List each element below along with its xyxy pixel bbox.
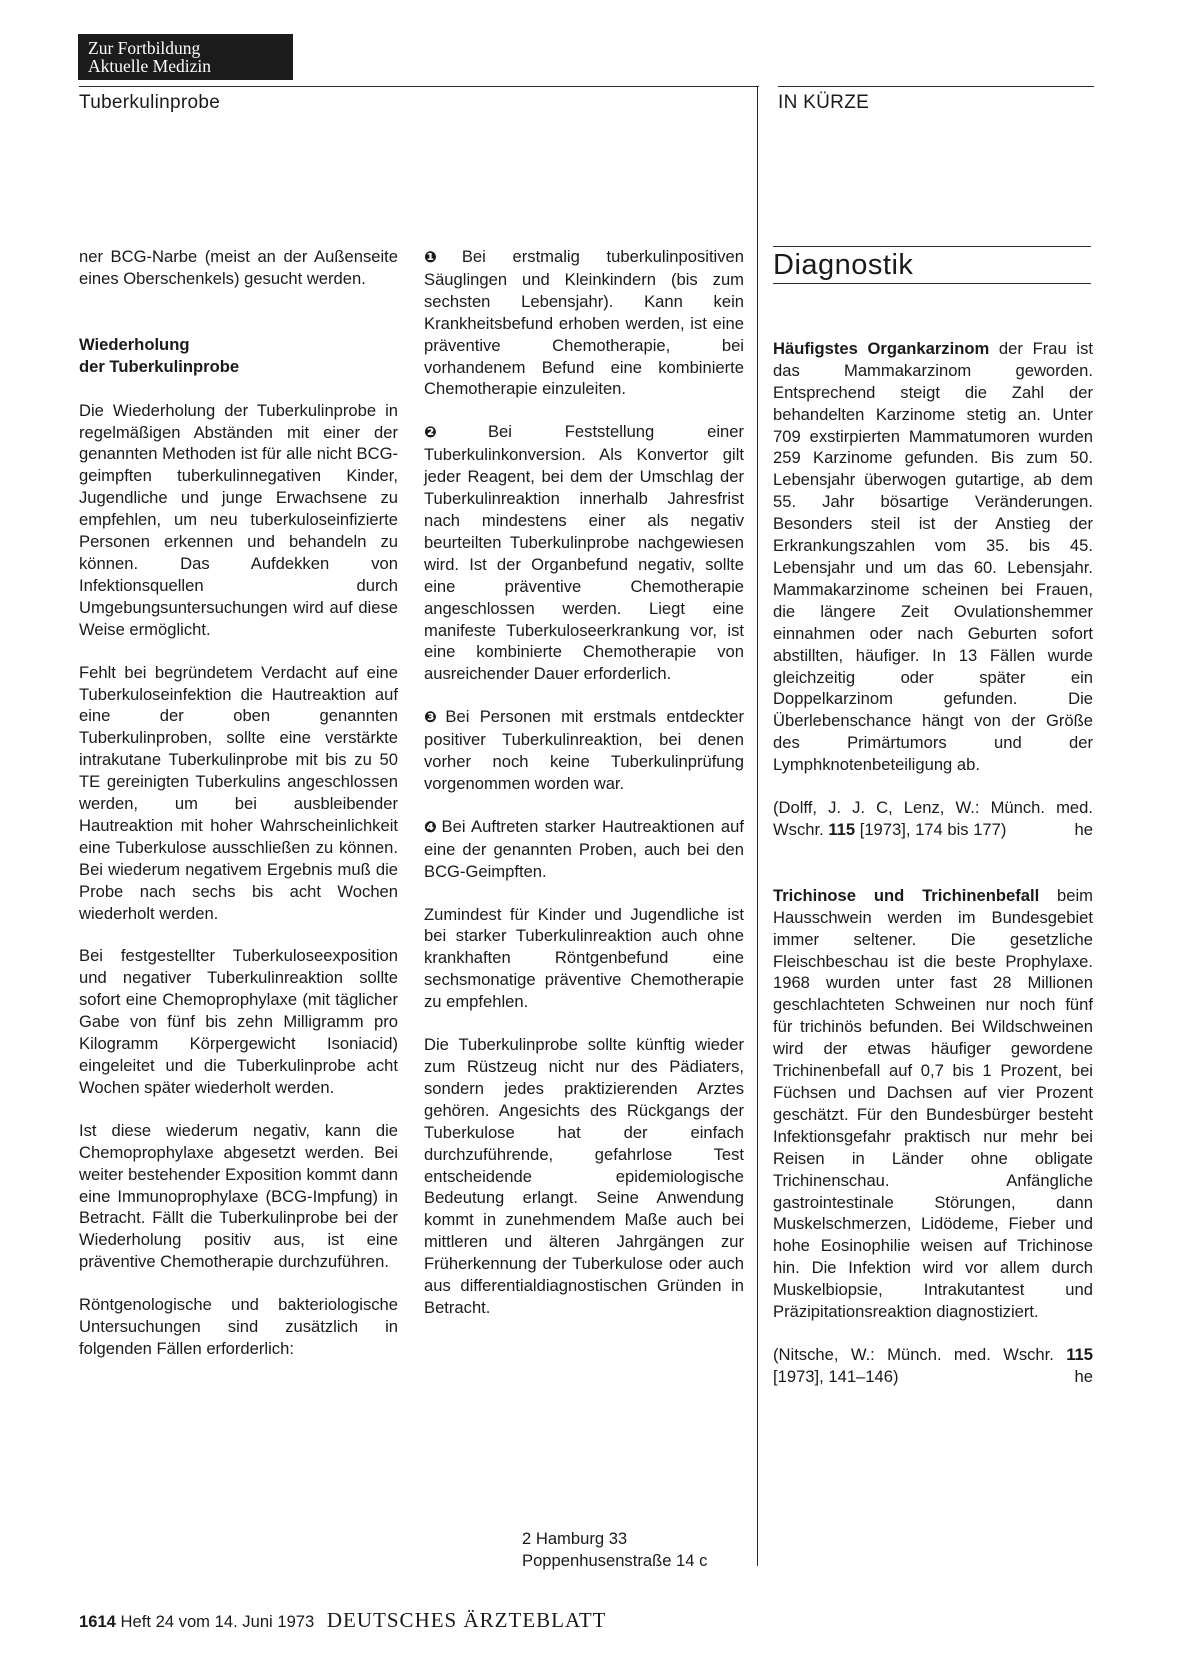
list-item (424, 706, 744, 795)
address-line-2: Poppenhusenstraße 14 c (522, 1551, 708, 1570)
reference-text: [1973], 174 bis 177) (855, 819, 1007, 839)
section-label-left: Tuberkulinprobe (79, 92, 221, 113)
article-reference (773, 797, 1093, 841)
masthead (78, 34, 293, 80)
masthead-line-2: Aktuelle Medizin (88, 56, 211, 76)
subheading (79, 334, 398, 378)
issue-info: Heft 24 vom 14. Juni 1973 (120, 1612, 315, 1631)
item-text: Bei erstmalig tuberkulinpositiven Säuglingen und Kleinkindern (bis zum sechsten Lebensjahr). Kann kein Krankheitsbefund erhoben werden, ist eine präventive Chemotherapie, bei vorhandenem Befund eine kombinierte Chemotherapie einzuleiten. (424, 247, 744, 399)
column-2 (424, 246, 744, 1340)
paragraph: Bei festgestellter Tuberkuloseexposition und negativer Tuberkulinreaktion sollte sofort eine Chemoprophylaxe (mit täglicher Gabe von fünf bis zehn Milligramm pro Kilogramm Körpergewicht Isoniacid) eingeleitet und die Tuberkulinprobe acht Wochen später wiederholt werden. (79, 946, 398, 1097)
masthead-line-1: Zur Fortbildung (88, 38, 201, 58)
author-address (522, 1528, 707, 1572)
item-number: ❹ (424, 818, 439, 836)
item-number: ❶ (424, 249, 459, 266)
paragraph: ner BCG-Narbe (meist an der Außenseite eines Oberschenkels) gesucht werden. (79, 247, 398, 288)
section-title: Diagnostik (773, 249, 914, 281)
item-number: ❸ (424, 709, 443, 727)
column-3 (773, 246, 1093, 1409)
item-number: ❷ (424, 424, 485, 442)
item-text: Bei Personen mit erstmals entdeckter positiver Tuberkulinreaktion, bei denen vorher noch keine Tuberkulinprüfung vorgenommen worden war. (424, 707, 745, 793)
paragraph: Fehlt bei begründetem Verdacht auf eine Tuberkuloseinfektion die Hautreaktion auf eine der oben genannten Tuberkulinproben, sollte eine verstärkte intrakutane Tuberkulinprobe mit bis zu 50 TE gereinigten Tuberkulins angeschlossen werden, um bei ausbleibender Hautreaktion mit hoher Wahrscheinlichkeit eine Tuberkulose ausschließen zu können. Bei wiederum negativem Ergebnis muß die Probe nach sechs bis acht Wochen wiederholt werden. (79, 662, 398, 923)
subheading-line-1: Wiederholung (79, 334, 190, 354)
paragraph: Zumindest für Kinder und Jugendliche ist bei starker Tuberkulinreaktion auch ohne krankhaften Röntgenbefund eine sechsmonatige präventive Chemotherapie zu empfehlen. (424, 904, 744, 1012)
reference-volume: 115 (828, 819, 856, 839)
subheading-line-2: der Tuberkulinprobe (79, 356, 240, 376)
list-item (424, 816, 744, 883)
item-text: Bei Feststellung einer Tuberkulinkonversion. Als Konvertor gilt jeder Reagent, bei dem der Umschlag der Tuberkulinreaktion innerhalb Jahresfrist nach mindestens einer als negativ beurteilten Tuberkulinprobe nachgewiesen wird. Ist der Organbefund negativ, sollte eine präventive Chemotherapie angeschlossen werden. Liegt eine manifeste Tuberkuloseerkrankung vor, ist eine kombinierte Chemotherapie von ausreichender Dauer erforderlich. (424, 422, 745, 684)
article-paragraph (773, 885, 1093, 1323)
list-item (424, 421, 744, 685)
page-footer (79, 1608, 606, 1633)
reference-volume: 115 (1066, 1344, 1093, 1364)
article-reference (773, 1344, 1093, 1388)
paragraph: Die Tuberkulinprobe sollte künftig wieder zum Rüstzeug nicht nur des Pädiaters, sondern jedes praktizierenden Arztes gehören. Angesichts des Rückgangs der Tuberkulose hat der einfach durchzuführende, gefahrlose Test entscheidende epidemiologische Bedeutung erlangt. Seine Anwendung kommt in zunehmendem Maße auch bei mittleren und älteren Jahrgängen zur Früherkennung der Tuberkulose oder auch aus differentialdiagnostischen Gründen in Betracht. (424, 1035, 744, 1317)
reference-text: (Dolff, J. J. C, Lenz, W.: Münch. med. Wschr. (773, 798, 1093, 839)
page-number: 1614 (79, 1612, 116, 1631)
header-rule-right (778, 86, 1094, 87)
column-1 (79, 246, 398, 1381)
author-initials: he (1074, 1366, 1093, 1386)
paragraph: Röntgenologische und bakteriologische Untersuchungen sind zusätzlich in folgenden Fällen erforderlich: (79, 1295, 398, 1358)
article-paragraph (773, 338, 1093, 776)
paragraph: Ist diese wiederum negativ, kann die Chemoprophylaxe abgesetzt werden. Bei weiter bestehender Exposition kommt dann eine Immunoprophylaxe (BCG-Impfung) in Betracht. Fällt die Tuberkulinprobe bei der Wiederholung positiv aus, ist eine präventive Chemotherapie durchzuführen. (79, 1120, 398, 1272)
journal-name: DEUTSCHES ÄRZTEBLATT (326, 1608, 607, 1632)
list-item (424, 246, 744, 400)
section-title-rule-top (773, 246, 1091, 247)
reference-text: [1973], 141–146) (773, 1366, 899, 1386)
reference-text: (Nitsche, W.: Münch. med. Wschr. (773, 1344, 1067, 1364)
article-lead: Trichinose und Trichinenbefall (773, 885, 1040, 905)
address-line-1: 2 Hamburg 33 (522, 1529, 628, 1548)
section-label-right: IN KÜRZE (778, 92, 870, 113)
item-text: Bei Auftreten starker Hautreaktionen auf eine der genannten Proben, auch bei den BCG-Geimpften. (424, 816, 745, 881)
author-initials: he (1074, 819, 1093, 839)
section-title-rule-bottom (773, 283, 1091, 284)
column-divider (757, 86, 758, 1566)
article-text: beim Hausschwein werden im Bundesgebiet immer seltener. Die gesetzliche Fleischbeschau ist die beste Prophylaxe. 1968 wurden unter fast 28 Millionen geschlachteten Schweinen nur noch fünf für trichinös befunden. Bei Wildschweinen wird der etwas häufiger gewordene Trichinenbefall auf 0,7 bis 1 Prozent, bei Füchsen und Dachsen auf vier Prozent geschätzt. Für den Bundesbürger besteht Infektionsgefahr praktisch nur mehr bei Reisen in Länder ohne obligate Trichinenschau. Anfängliche gastrointestinale Störungen, dann Muskelschmerzen, Lidödeme, Fieber und hohe Eosinophilie weisen auf Trichinose hin. Die Infektion wird vor allem durch Muskelbiopsie, Intrakutantest und Präzipitationsreaktion diagnostiziert. (773, 885, 1093, 1322)
header-rule-left (79, 86, 759, 87)
article-lead: Häufigstes Organkarzinom (773, 338, 990, 358)
paragraph: Die Wiederholung der Tuberkulinprobe in regelmäßigen Abständen mit einer der genannten Methoden ist für alle nicht BCG-geimpften tuberkulinnegativen Kinder, Jugendliche und junge Erwachsene zu empfehlen, um neu tuberkuloseinfizierte Personen erkennen und behandeln zu können. Das Aufdekken von Infektionsquellen durch Umgebungsuntersuchungen wird auf diese Weise ermöglicht. (79, 400, 398, 639)
article-text: der Frau ist das Mammakarzinom geworden. Entsprechend steigt die Zahl der behandelten Karzinome stetig an. Unter 709 exstirpierten Mammatumoren wurden 259 Karzinome gefunden. Bis zum 50. Lebensjahr überwogen gutartige, ab dem 55. Jahr bösartige Veränderungen. Besonders steil ist der Anstieg der Erkrankungszahlen vom 35. bis 45. Lebensjahr und um das 60. Lebensjahr. Mammakarzinome scheinen bei Frauen, die längere Zeit Ovulationshemmer einnahmen oder nach Geburten sofort abstillten, häufiger. In 13 Fällen wurde gleichzeitig oder später ein Doppelkarzinom gefunden. Die Überlebenschance hängt von der Größe des Primärtumors und der Lymphknotenbeteiligung ab. (773, 338, 1093, 775)
